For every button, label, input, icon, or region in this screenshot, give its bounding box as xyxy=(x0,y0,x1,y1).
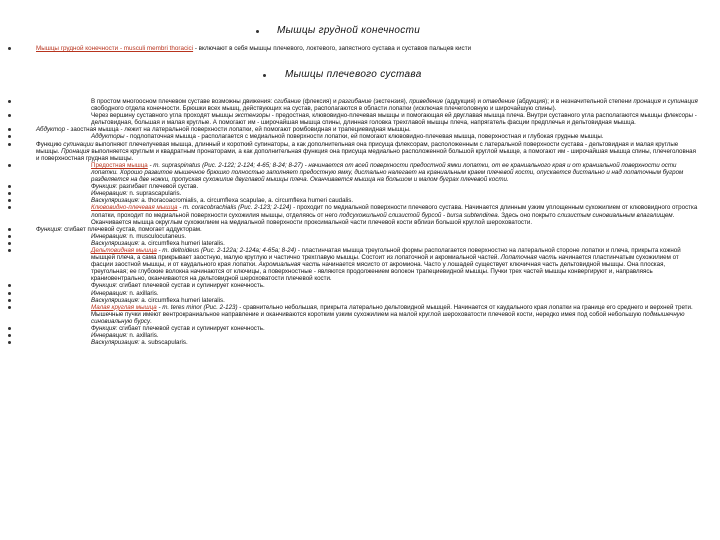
vascularization-line xyxy=(36,297,700,304)
text-span: флексоры xyxy=(663,112,694,120)
text-span: - m. supraspinatus xyxy=(147,161,201,169)
text-span: выполняется круглым и квадратным пронаторами, а как дополнительная функция она присуща медиально расположенной большой круглой мышце, а помогают им - широчайшая мышца спины, плечеголовная и поверхностная грудная мышцы. xyxy=(36,147,696,162)
text-span: - m. coracobrachialis (Рис. 2-123; 2-124) xyxy=(177,204,292,212)
text-span: слизистым синовиальным влагалищем xyxy=(557,211,673,219)
text-span: Васкуляризация: xyxy=(91,296,140,304)
text-span: - подлопаточная мышца - располагается с медиальной поверхности лопатки, ей помогают клювовидно-плечевая мышца, поверхностная и глубокая грудные мышцы. xyxy=(124,133,604,141)
text-span: Иннервация: xyxy=(91,332,128,340)
paragraph-abductor xyxy=(36,126,700,133)
text-span: Предостная мышца xyxy=(91,161,148,169)
text-span: Акромиальная часть xyxy=(258,261,321,269)
text-span: . Оканчивается мышца округлым сухожилием на медиальной поверхности проксимальной части плечевой кости вблизи большой круглой шероховатости. xyxy=(91,211,675,226)
text-span: Васкуляризация: xyxy=(91,339,140,347)
text-span: n. suprascapularis. xyxy=(127,190,182,198)
text-span: В простом многоосном плечевом суставе возможны движения: xyxy=(91,98,275,105)
text-span: приведение xyxy=(409,98,444,105)
intro-paragraph xyxy=(36,45,706,52)
text-span: Абдуктор xyxy=(36,126,66,134)
vascularization-line xyxy=(36,197,700,204)
text-span: Дельтовидная мышца xyxy=(91,246,157,254)
text-span: Иннервация: xyxy=(91,232,128,240)
text-span: (абдукция); и в незначительной степени xyxy=(514,98,634,105)
text-span: Иннервация: xyxy=(91,289,128,297)
bullet-icon xyxy=(8,284,11,287)
function-line xyxy=(36,282,700,289)
text-span: - пластинчатая мышца треугольной формы располагается поверхностно на латеральной стороне лопатки и плеча, прикрыта кожной мышцей плеча, а сама прикрывает заостную, малую круглую и частично трехглавую мышцы. Состоит из лопаточной и акромиальной частей. xyxy=(91,246,681,262)
bullet-icon xyxy=(263,74,266,77)
text-span: супинации xyxy=(63,140,94,148)
text-span: супинация xyxy=(667,98,698,105)
text-span: начинается мясисто от акромиона. Часто у лошадей существует ключичная часть дельтовидной мышцы. Она плоская, треугольная; ее глубокие волокна начинаются от ключицы, а поверхностные - являются продолжением волокон трапециевидной мышцы. Пучки трех частей мышцы конвергируют и, направляясь краниовентрально, оканчиваются на дельтовидной шероховатости плечевой кости. xyxy=(91,261,666,283)
text-span: разгибание xyxy=(338,98,372,105)
bullet-icon xyxy=(8,128,11,131)
innervation-line xyxy=(36,290,700,297)
bullet-icon xyxy=(8,199,11,202)
text-span: Функция: xyxy=(91,282,118,290)
text-span: (аддукция) и xyxy=(443,98,481,105)
text-span: . xyxy=(150,317,152,325)
text-span: Через вершину суставного угла проходят мышцы xyxy=(91,112,235,120)
paragraph-teres-minor xyxy=(36,304,700,325)
text-span: (флексия) и xyxy=(300,98,339,105)
text-span: Васкуляризация: xyxy=(91,197,140,205)
bullet-icon xyxy=(8,47,11,50)
text-span: Иннервация: xyxy=(91,190,128,198)
intro-term: Мышцы грудной конечности - musculi membri thoracici xyxy=(36,45,194,52)
bullet-icon xyxy=(8,341,11,344)
bullet-icon xyxy=(8,334,11,337)
innervation-line xyxy=(36,233,700,240)
bullet-icon xyxy=(8,228,11,231)
section-title: Мышцы плечевого сустава xyxy=(285,69,422,80)
text-span: подсухожильной слизистой бурсой - bursa subtendinea xyxy=(339,211,498,219)
text-span: - проходит по медиальной поверхности плечевого сустава. Начинается длинным узким уплощенным сухожилием от клювовидного отростка лопатки, проходит по медиальной поверхности сухожилия мышцы, отделяясь от него xyxy=(91,204,698,219)
innervation-line xyxy=(36,190,700,197)
paragraph-adductors xyxy=(36,133,700,140)
text-span: a. subscapularis. xyxy=(139,339,188,347)
text-span: Клювовидно-плечевая мышца xyxy=(91,204,178,212)
text-span: Лопаточная часть xyxy=(500,254,557,262)
vascularization-line xyxy=(36,240,700,247)
text-span: свободного отдела конечности. Брюшки всех мышц, действующих на сустав, располагаются в области лопатки (исключая плечеголовную и широчайшую спины). xyxy=(91,105,557,113)
bullet-icon xyxy=(8,114,11,117)
bullet-icon xyxy=(8,143,11,146)
paragraph-extensors xyxy=(36,112,700,126)
paragraph-coracobrachialis xyxy=(36,204,700,225)
paragraph-deltoideus xyxy=(36,247,700,282)
text-span: n. musculocutaneus. xyxy=(127,232,187,240)
bullet-icon xyxy=(8,235,11,238)
text-span: сгибает плечевой сустав и супинирует конечность. xyxy=(117,282,265,290)
text-span: Функция: xyxy=(36,225,63,233)
page-title: Мышцы грудной конечности xyxy=(277,25,421,36)
bullet-icon xyxy=(8,185,11,188)
text-span: и xyxy=(660,98,668,105)
text-span: пронация xyxy=(633,98,661,105)
function-line xyxy=(36,183,700,190)
text-span: Функцию xyxy=(36,140,64,148)
bullet-icon xyxy=(8,249,11,252)
document-body xyxy=(36,98,700,346)
bullet-icon xyxy=(8,100,11,103)
paragraph-supination xyxy=(36,141,700,162)
bullet-icon xyxy=(8,164,11,167)
text-span: - дельтовидная, большая и малая круглые. А помогают им - широчайшая мышца спины, длинная головка трехглавой мышцы плеча, напрягатель фасции предплечья и дельтовидная мышца. xyxy=(91,112,697,127)
text-span: - сравнительно небольшая, прикрыта латерально дельтовидной мышцей. Начинается от каудального края лопатки на границе его среднего и верхней трети. Мышечные пучки имеют вентрокраниальное направление и оканчиваются коротким узким сухожилием на малой круглой шероховатости плечевой кости, нередко имея под собой небольшую xyxy=(91,303,693,318)
paragraph-supraspinatus xyxy=(36,162,700,183)
bullet-icon xyxy=(8,206,11,209)
text-span: - m. teres minor (Рис. 2-123) xyxy=(156,303,238,311)
text-span: a. thoracoacromialis, a. circumflexa scapulae, a. circumflexa humeri caudalis. xyxy=(139,197,354,205)
text-span: экстензоры xyxy=(234,112,271,120)
bullet-icon xyxy=(8,292,11,295)
innervation-line xyxy=(36,332,700,339)
text-span: - заостная мышца - лежит на латеральной поверхности лопатки, ей помогают ромбовидная и трапециевидная мышцы. xyxy=(65,126,411,134)
bullet-icon xyxy=(8,299,11,302)
text-span: - предостная, клювовидно-плечевая мышцы и помогающая ей двуглавая мышца плеча. Внутри суставного угла располагаются мышцы xyxy=(270,112,664,120)
bullet-icon xyxy=(8,327,11,330)
vascularization-line xyxy=(36,339,700,346)
text-span: сгибает плечевой сустав и супинирует конечность. xyxy=(117,325,265,332)
function-line xyxy=(36,325,700,332)
text-span: n. axillaris. xyxy=(127,332,159,340)
text-span: Функция: xyxy=(91,325,118,332)
text-span: a. circumflexa humeri lateralis. xyxy=(139,296,225,304)
bullet-icon xyxy=(8,135,11,138)
bullet-icon xyxy=(8,242,11,245)
text-span: отведение xyxy=(482,98,515,105)
text-span: (экстензия), xyxy=(371,98,410,105)
text-span: n. axillaris. xyxy=(127,289,159,297)
bullet-icon xyxy=(8,306,11,309)
text-span: выполняют плечелучевая мышца, длинный и короткий супинаторы, а как дополнительная она присуща флексорам, расположенным с латеральной поверхности сустава - дельтовидная и малая круглые мышцы. xyxy=(36,140,679,155)
text-span: - m. deltoideus (Рис. 2-122а; 2-124а; 4-65а; 8-24) xyxy=(156,246,297,254)
function-line xyxy=(36,226,700,233)
text-span: разгибает плечевой сустав. xyxy=(117,183,199,191)
text-span: (Рис. 2-122; 2-124; 4-65; 8-24; 8-27) - начинается от всей поверхности предостной ямки лопатки, от ее краниального края и от краниальной поверхности ости лопатки. Хорошо развитое мышечное брюшко полностью заполняет предостную ямку, дистально налегает на краниальным краем плечевой кости, опускается дистально и над лопаточным бугром разделяется на две ножки, пропуская сухожилие двуглавой мышцы плеча. Оканчивается мышца на большом и малом буграх плечевой кости. xyxy=(91,161,684,184)
text-span: Аддукторы xyxy=(91,133,125,141)
text-span: начинается пластинчатым сухожилием от фасции заостной мышцы, и от каудального края лопатки. xyxy=(91,254,679,269)
text-span: Васкуляризация: xyxy=(91,239,140,247)
text-span: Функция: xyxy=(91,183,118,191)
text-span: a. circumflexa humeri lateralis. xyxy=(139,239,225,247)
text-span: . Здесь оно покрыто xyxy=(497,211,558,219)
text-span: сгибание xyxy=(274,98,301,105)
text-span: подмышечную синовиальную бурсу xyxy=(91,310,685,325)
text-span: - включают в себя мышцы плечевого, локтевого, запястного сустава и суставов пальцев кисти xyxy=(193,45,472,52)
bullet-icon xyxy=(256,30,259,33)
text-span: Пронация xyxy=(61,147,90,155)
bullet-icon xyxy=(8,192,11,195)
text-span: сгибает плечевой сустав, помогает аддукторам. xyxy=(62,225,202,233)
text-span: Малая круглая мышца xyxy=(91,303,157,311)
paragraph-movements xyxy=(36,98,700,112)
